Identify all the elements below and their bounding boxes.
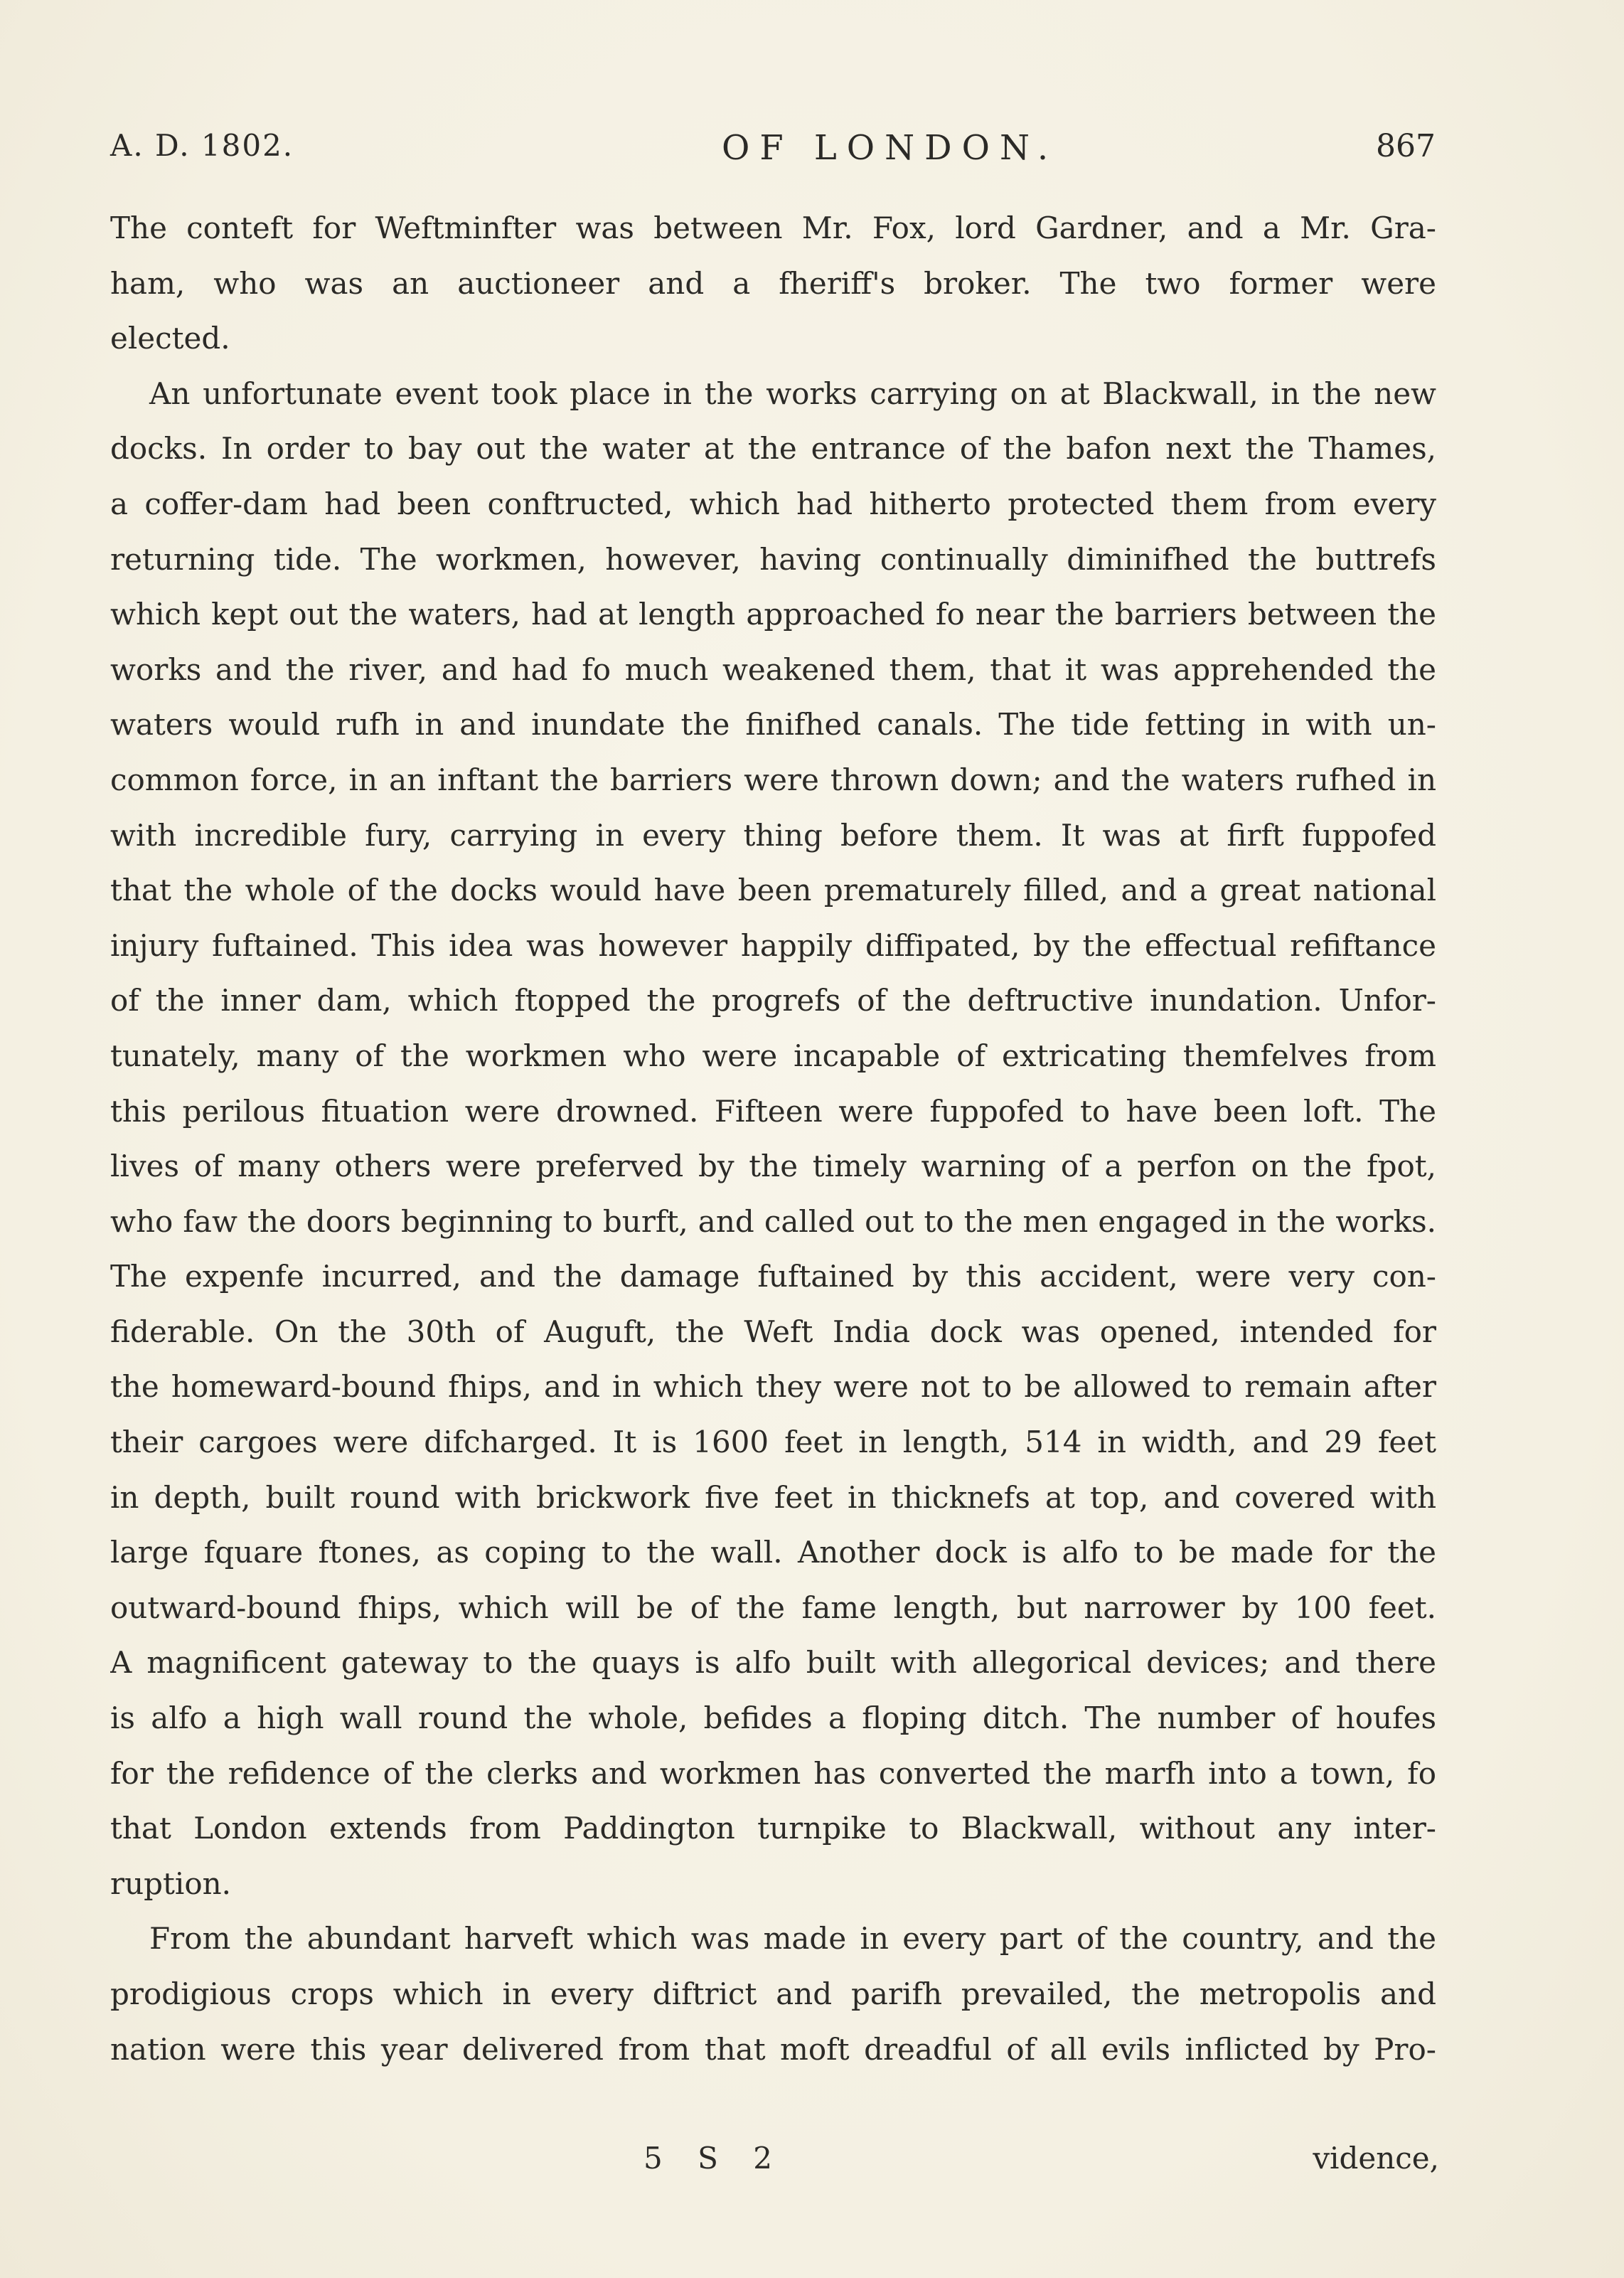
text-line: outward-bound fhips, which will be of the fame length, but narrower by 100 feet. [110, 1590, 1436, 1625]
text-line: An unfortunate event took place in the works carrying on at Blackwall, in the new [149, 376, 1436, 411]
text-line: ham, who was an auctioneer and a fheriff's broker. The two former were [110, 265, 1436, 301]
text-line: docks. In order to bay out the water at the entrance of the bafon next the Thames, [110, 431, 1436, 467]
text-line: injury fuftained. This idea was however happily diffipated, by the effectual refiftance [110, 927, 1436, 963]
text-line: this perilous fituation were drowned. Fifteen were fuppofed to have been loft. The [110, 1093, 1436, 1129]
text-line: a coffer-dam had been conftructed, which had hitherto protected them from every [110, 486, 1436, 521]
text-line: large fquare ftones, as coping to the wall. Another dock is alfo to be made for the [110, 1535, 1436, 1570]
page-footer [110, 2141, 1439, 2191]
text-line: The conteft for Weftminfter was between Mr. Fox, lord Gardner, and a Mr. Gra- [110, 211, 1436, 245]
text-line: of the inner dam, which ftopped the progrefs of the deftructive inundation. Unfor- [110, 983, 1436, 1018]
running-header [110, 128, 1436, 178]
text-line: common force, in an inftant the barriers were thrown down; and the waters rufhed in [110, 762, 1436, 797]
text-line: nation were this year delivered from that moft dreadful of all evils inflicted by Pro- [110, 2031, 1436, 2067]
text-line: their cargoes were difcharged. It is 1600 feet in length, 514 in width, and 29 feet [110, 1425, 1436, 1460]
text-line: returning tide. The workmen, however, having continually diminifhed the buttrefs [110, 541, 1436, 577]
header-title: OF LONDON. [722, 128, 1059, 168]
text-line: fiderable. On the 30th of Auguft, the Weft India dock was opened, intended for [110, 1314, 1436, 1349]
text-line: that the whole of the docks would have been prematurely filled, and a great national [110, 873, 1436, 908]
header-year: A. D. 1802. [110, 128, 294, 163]
text-line: who faw the doors beginning to burft, and called out to the men engaged in the works. [110, 1203, 1436, 1239]
text-line: the homeward-bound fhips, and in which they were not to be allowed to remain after [110, 1369, 1436, 1405]
body-text [110, 201, 1436, 2077]
text-line: which kept out the waters, had at length approached fo near the barriers between the [110, 597, 1436, 632]
text-line: is alfo a high wall round the whole, befides a floping ditch. The number of houfes [110, 1700, 1436, 1736]
text-line: works and the river, and had fo much weakened them, that it was apprehended the [110, 651, 1436, 687]
text-line: for the refidence of the clerks and workmen has converted the marfh into a town, fo [110, 1755, 1436, 1791]
text-line: A magnificent gateway to the quays is alfo built with allegorical devices; and there [110, 1645, 1436, 1681]
text-line: in depth, built round with brickwork five feet in thicknefs at top, and covered with [110, 1479, 1436, 1515]
signature-mark: 5 S 2 [643, 2141, 785, 2176]
text-line: with incredible fury, carrying in every thing before them. It was at firft fuppofed [110, 817, 1436, 853]
text-line: From the abundant harveft which was made in every part of the country, and the [149, 1921, 1436, 1957]
text-line: prodigious crops which in every diftrict and parifh prevailed, the metropolis and [110, 1976, 1436, 2011]
text-line: elected. [110, 321, 230, 356]
text-line: lives of many others were preferved by the timely warning of a perfon on the fpot, [110, 1149, 1436, 1184]
text-line: ruption. [110, 1865, 232, 1901]
text-line: waters would rufh in and inundate the finifhed canals. The tide fetting in with un- [110, 707, 1436, 743]
text-line: The expenfe incurred, and the damage fuftained by this accident, were very con- [110, 1259, 1436, 1294]
text-line: that London extends from Paddington turnpike to Blackwall, without any inter- [110, 1811, 1436, 1846]
page-number: 867 [1376, 128, 1436, 164]
catchword: vidence, [1313, 2141, 1439, 2176]
text-line: tunately, many of the workmen who were incapable of extricating themfelves from [110, 1038, 1436, 1073]
